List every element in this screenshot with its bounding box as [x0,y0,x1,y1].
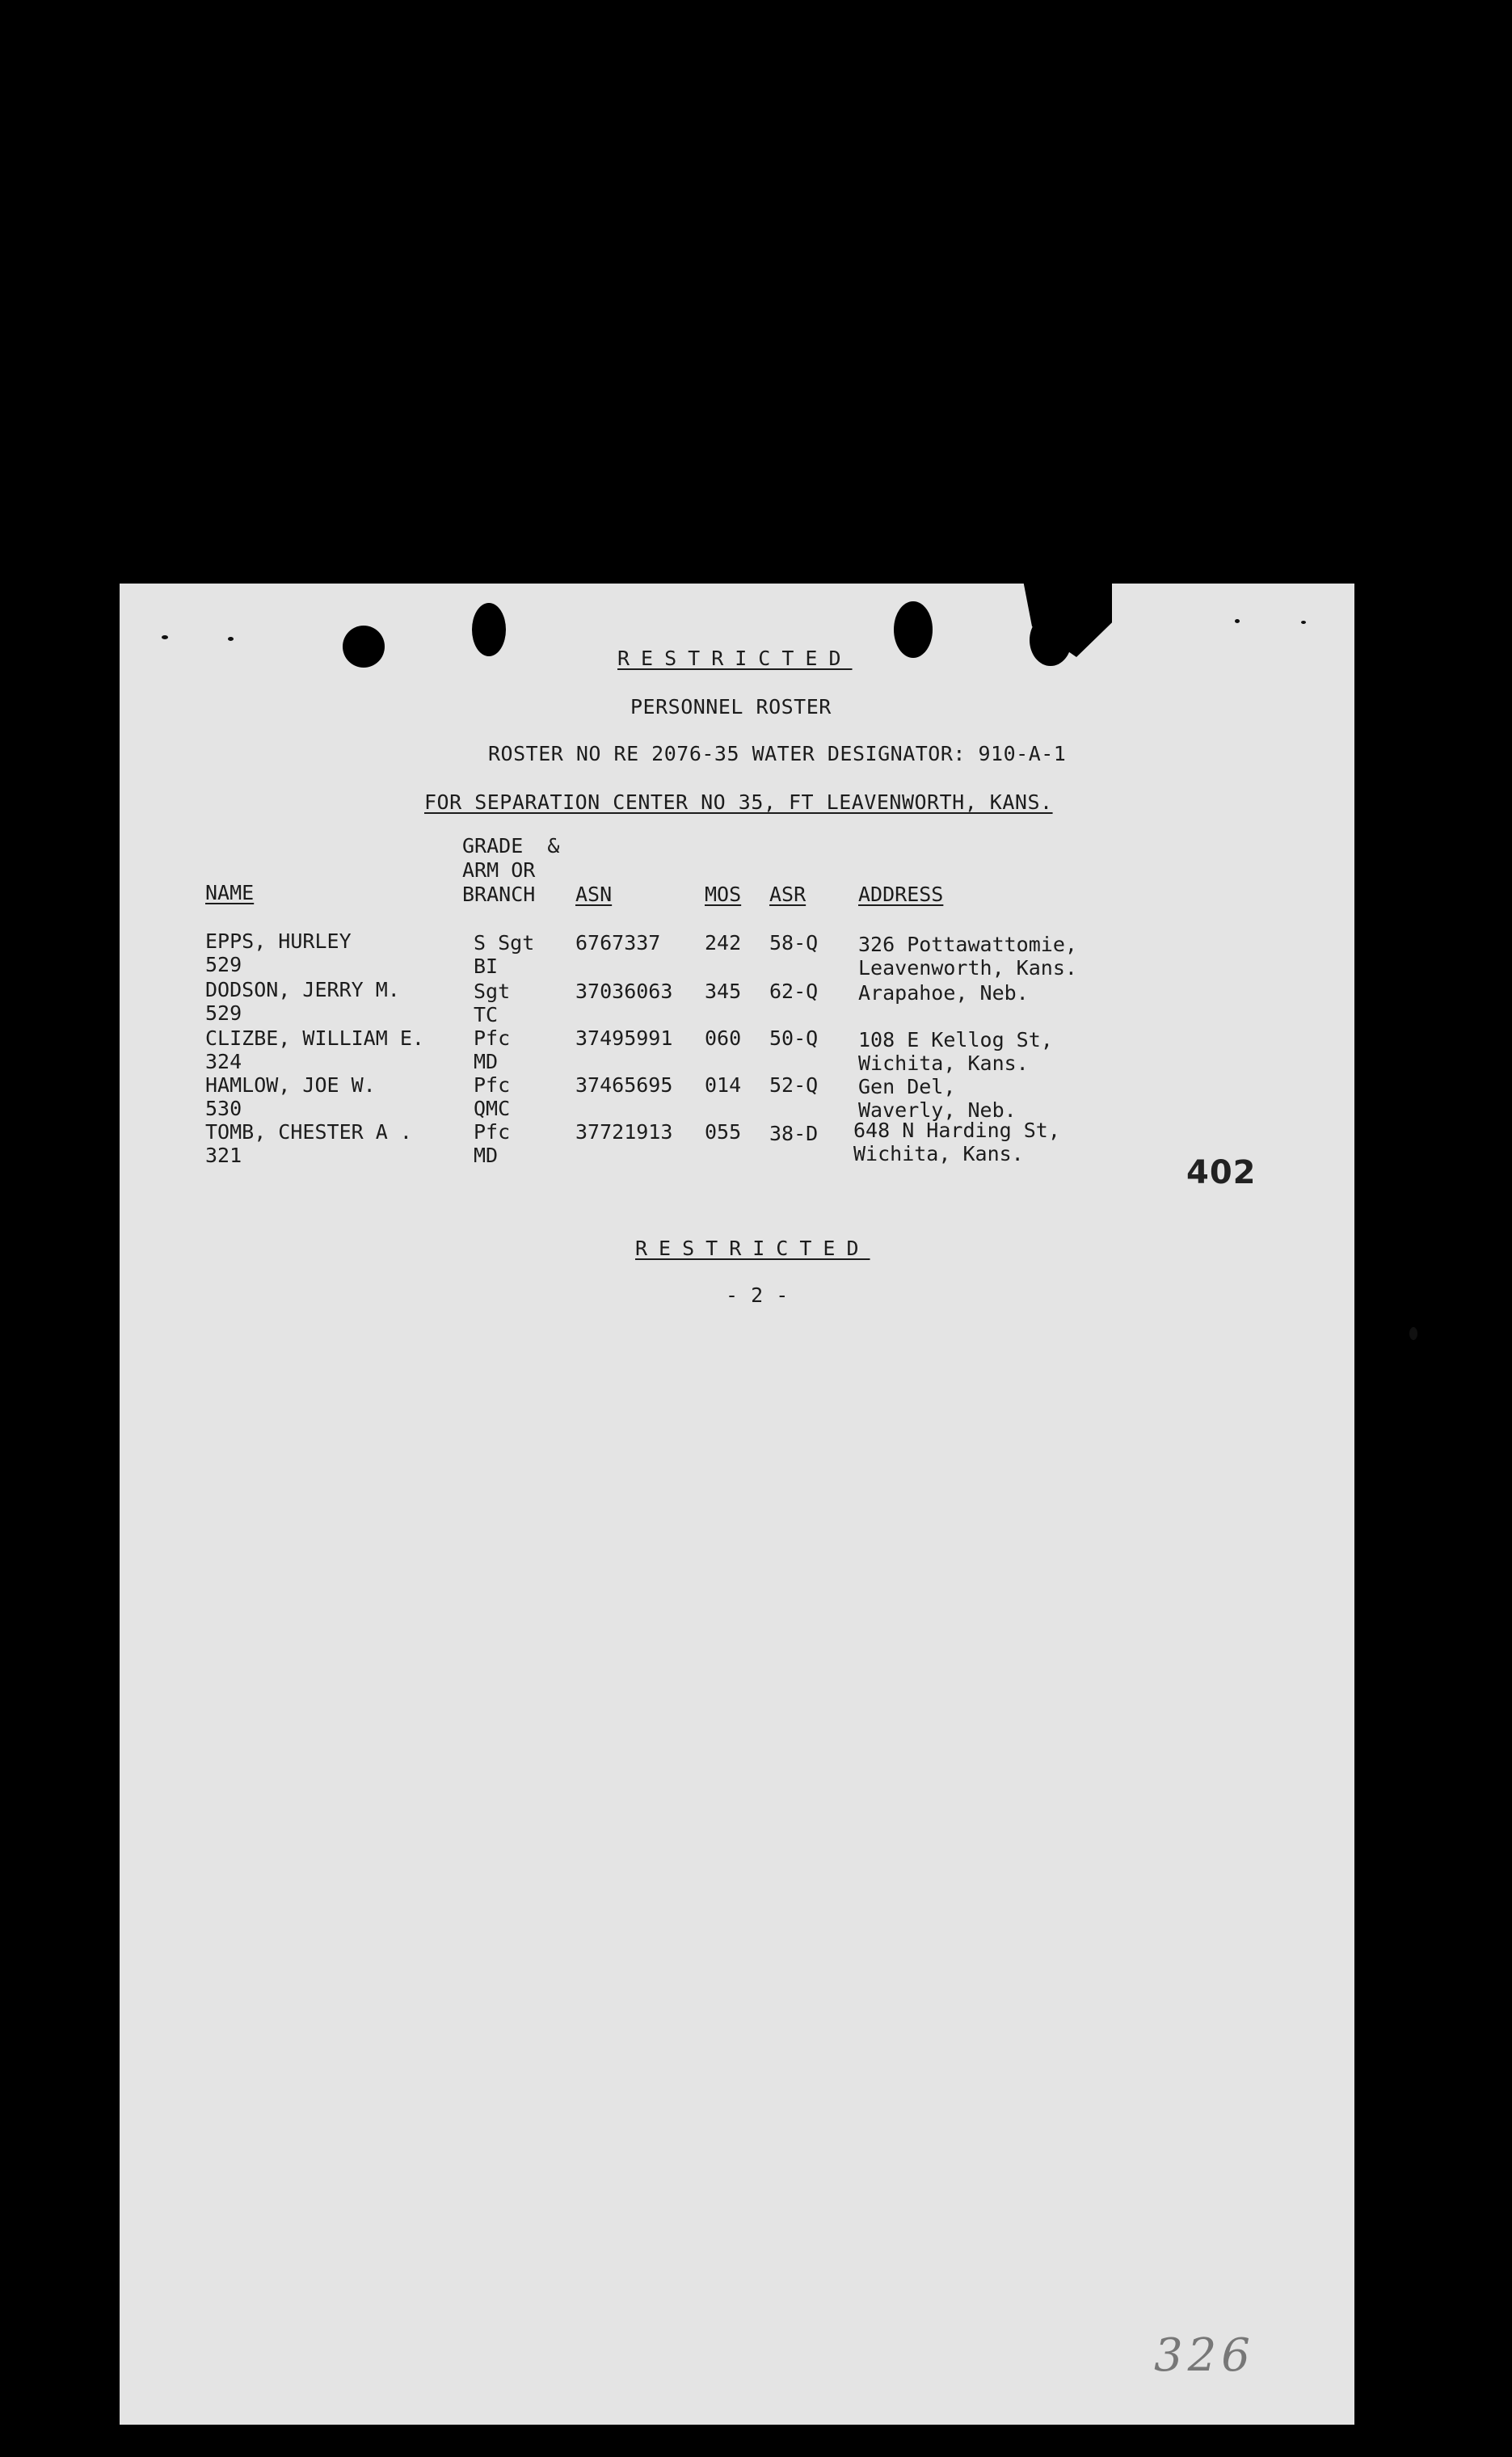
row-asr: 50-Q [769,1026,819,1050]
row-mos: 345 [705,980,742,1003]
row-grade: Sgt TC [474,980,511,1026]
speck [1409,1327,1417,1340]
row-asn: 6767337 [575,931,661,955]
personnel-roster-title: PERSONNEL ROSTER [630,695,832,719]
row-asr: 52-Q [769,1073,819,1097]
column-header-grade: GRADE & ARM OR BRANCH [462,834,560,906]
row-name: TOMB, CHESTER A . 321 [205,1120,412,1167]
column-header-asn: ASN [575,883,613,906]
row-grade: Pfc MD [474,1026,511,1073]
page-number: - 2 - [726,1283,789,1307]
row-name: EPPS, HURLEY 529 [205,929,352,976]
row-mos: 055 [705,1120,742,1144]
row-asr: 38-D [769,1122,819,1145]
punch-hole [343,626,385,668]
restricted-header: RESTRICTED [617,647,853,670]
column-header-name: NAME [205,881,255,904]
row-asr: 62-Q [769,980,819,1003]
row-asn: 37036063 [575,980,673,1003]
punch-hole [472,603,506,656]
row-grade: Pfc QMC [474,1073,511,1120]
document-page [120,584,1354,2425]
row-asn: 37465695 [575,1073,673,1097]
stamped-page-number: 402 [1186,1154,1257,1191]
restricted-footer: RESTRICTED [635,1237,870,1260]
row-asn: 37495991 [575,1026,673,1050]
handwritten-number: 326 [1154,2329,1255,2382]
speck [162,635,168,639]
row-address: 326 Pottawattomie, Leavenworth, Kans. [858,933,1077,980]
row-address: Gen Del, Waverly, Neb. [858,1075,1017,1122]
punch-hole [1030,614,1072,666]
column-header-address: ADDRESS [858,883,944,906]
row-asn: 37721913 [575,1120,673,1144]
row-address: 108 E Kellog St, Wichita, Kans. [858,1028,1053,1075]
speck [1301,621,1306,624]
row-grade: Pfc MD [474,1120,511,1167]
row-name: HAMLOW, JOE W. 530 [205,1073,376,1120]
row-name: CLIZBE, WILLIAM E. 324 [205,1026,424,1073]
roster-number-line: ROSTER NO RE 2076-35 WATER DESIGNATOR: 910-A-1 [488,742,1067,765]
row-address: Arapahoe, Neb. [858,981,1029,1005]
row-name: DODSON, JERRY M. 529 [205,978,400,1025]
punch-hole [894,601,933,658]
row-mos: 014 [705,1073,742,1097]
row-asr: 58-Q [769,931,819,955]
row-address: 648 N Harding St, Wichita, Kans. [853,1119,1060,1165]
column-header-asr: ASR [769,883,807,906]
column-header-mos: MOS [705,883,742,906]
speck [228,637,234,641]
row-mos: 242 [705,931,742,955]
row-mos: 060 [705,1026,742,1050]
row-grade: S Sgt BI [474,931,535,978]
speck [1235,619,1240,623]
separation-center-line: FOR SEPARATION CENTER NO 35, FT LEAVENWORTH, KANS. [424,790,1053,814]
